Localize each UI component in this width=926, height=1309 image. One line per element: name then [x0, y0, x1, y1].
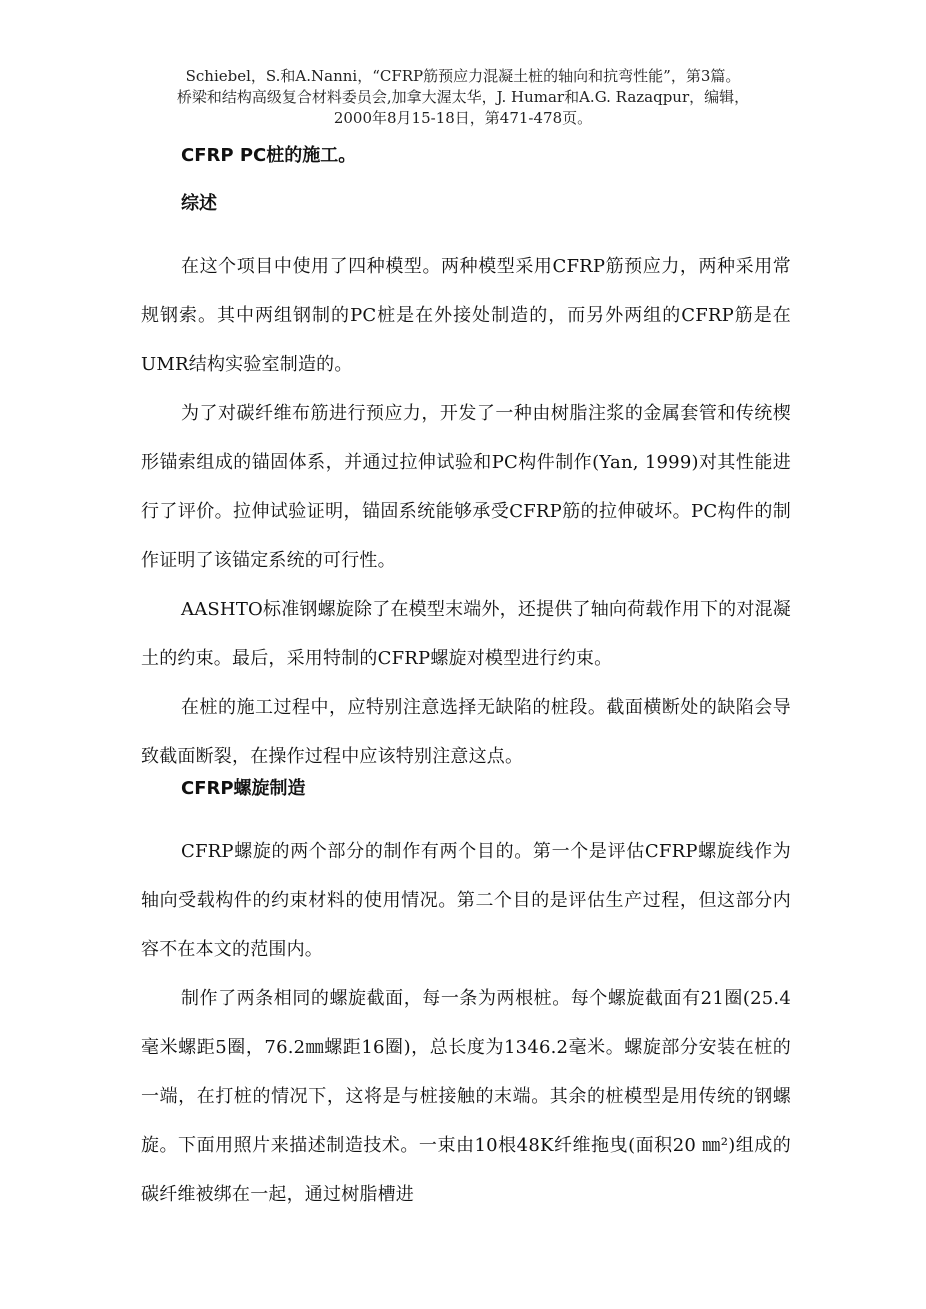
- section-heading-construction: CFRP PC桩的施工。: [181, 145, 357, 166]
- section-heading-spiral: CFRP螺旋制造: [181, 778, 306, 799]
- citation-line-2: 桥梁和结构高级复合材料委员会,加拿大渥太华，J. Humar和A.G. Razaqpur，编辑，: [176, 88, 750, 106]
- citation-line-1: Schiebel，S.和A.Nanni，“CFRP筋预应力混凝土桩的轴向和抗弯性能”，第3篇。: [185, 67, 741, 85]
- paragraph-aashto: AASHTO标准钢螺旋除了在模型末端外，还提供了轴向荷载作用下的对混凝土的约束。最后，采用特制的CFRP螺旋对模型进行约束。: [141, 599, 791, 669]
- citation-line-3: 2000年8月15-18日，第471-478页。: [333, 109, 593, 127]
- paragraph-anchorage: 为了对碳纤维布筋进行预应力，开发了一种由树脂注浆的金属套管和传统楔形锚索组成的锚固体系，并通过拉伸试验和PC构件制作(Yan, 1999)对其性能进行了评价。拉伸试验证明，锚固系统能够承受CFRP筋的拉伸破坏。PC构件的制作证明了该锚定系统的可行性。: [141, 403, 791, 571]
- paragraph-spiral-fabrication: 制作了两条相同的螺旋截面，每一条为两根桩。每个螺旋截面有21圈(25.4毫米螺距5圈，76.2㎜螺距16圈)，总长度为1346.2毫米。螺旋部分安装在桩的一端，在打桩的情况下，这将是与桩接触的末端。其余的桩模型是用传统的钢螺旋。下面用照片来描述制造技术。一束由10根48K纤维拖曳(面积20 ㎜²)组成的碳纤维被绑在一起，通过树脂槽进: [141, 988, 791, 1205]
- paragraph-defects: 在桩的施工过程中，应特别注意选择无缺陷的桩段。截面横断处的缺陷会导致截面断裂，在操作过程中应该特别注意这点。: [141, 697, 791, 767]
- citation-block: [130, 66, 796, 129]
- section-heading-overview: 综述: [181, 193, 217, 214]
- paragraph-models: 在这个项目中使用了四种模型。两种模型采用CFRP筋预应力，两种采用常规钢索。其中两组钢制的PC桩是在外接处制造的，而另外两组的CFRP筋是在UMR结构实验室制造的。: [141, 256, 791, 375]
- paragraph-spiral-purpose: CFRP螺旋的两个部分的制作有两个目的。第一个是评估CFRP螺旋线作为轴向受载构件的约束材料的使用情况。第二个目的是评估生产过程，但这部分内容不在本文的范围内。: [141, 841, 791, 960]
- document-body: [141, 144, 791, 1219]
